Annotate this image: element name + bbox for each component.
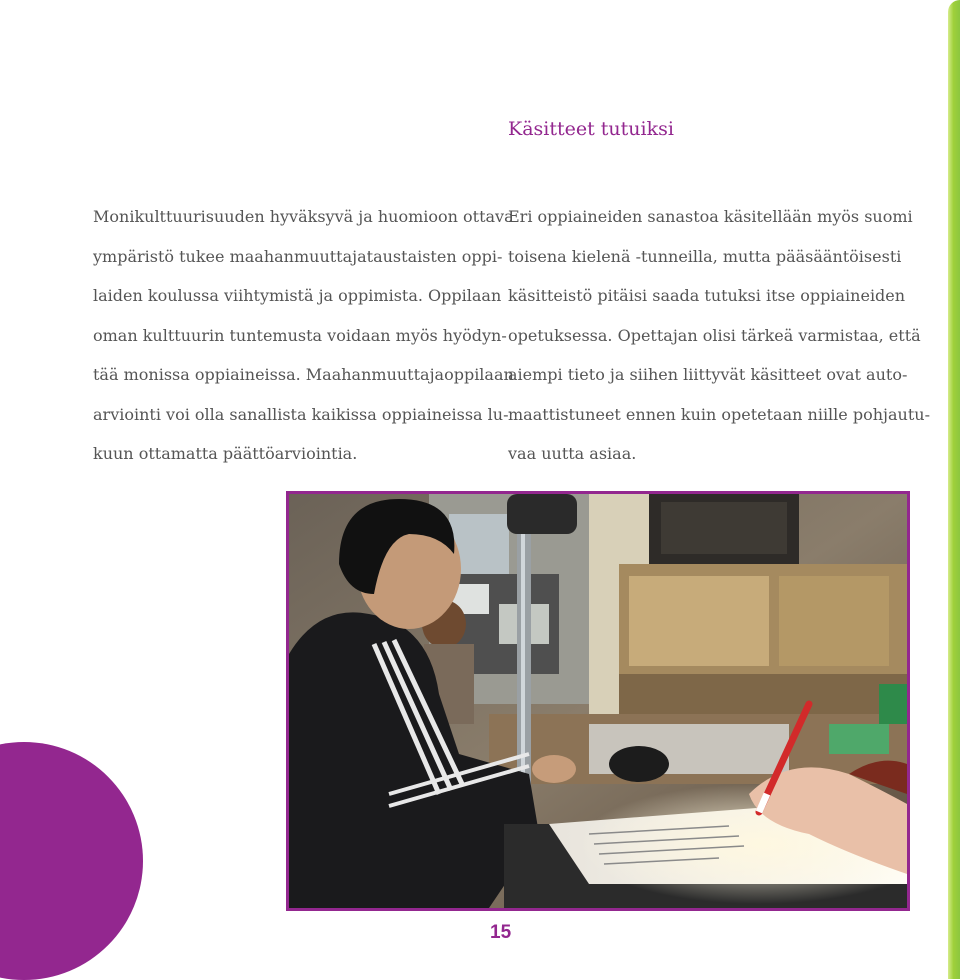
section-heading: Käsitteet tutuiksi xyxy=(508,118,674,140)
paragraph-line: Monikulttuurisuuden hyväksyvä ja huomioon ottava xyxy=(93,207,514,226)
purple-circle-decoration xyxy=(0,742,143,980)
paragraph-line: arviointi voi olla sanallista kaikissa oppiaineissa lu- xyxy=(93,404,509,424)
paragraph-line: aiempi tieto ja siihen liittyvät käsitteet ovat auto- xyxy=(508,365,908,384)
paragraph-line: opetuksessa. Opettajan olisi tärkeä varmistaa, että xyxy=(508,325,921,345)
paragraph-line: käsitteistö pitäisi saada tutuksi itse oppiaineiden xyxy=(508,286,906,305)
left-text-column xyxy=(93,197,514,474)
paragraph-line: vaa uutta asiaa. xyxy=(508,444,637,463)
paragraph-line: tää monissa oppiaineissa. Maahanmuuttajaoppilaan xyxy=(93,365,514,384)
right-text-column xyxy=(508,197,930,474)
paragraph-line: toisena kielenä -tunneilla, mutta pääsääntöisesti xyxy=(508,246,902,266)
paragraph-line: ympäristö tukee maahanmuuttajataustaisten oppi- xyxy=(93,246,503,266)
classroom-photo xyxy=(286,491,910,911)
page-number: 15 xyxy=(490,922,512,943)
paragraph-line: maattistuneet ennen kuin opetetaan niille pohjautu- xyxy=(508,404,930,424)
paragraph-line: kuun ottamatta päättöarviointia. xyxy=(93,444,358,463)
green-edge-strip xyxy=(948,0,960,979)
paragraph-line: oman kulttuurin tuntemusta voidaan myös hyödyn- xyxy=(93,325,507,345)
paragraph-line: Eri oppiaineiden sanastoa käsitellään myös suomi xyxy=(508,207,913,226)
paragraph-line: laiden koulussa viihtymistä ja oppimista. Oppilaan xyxy=(93,286,502,305)
